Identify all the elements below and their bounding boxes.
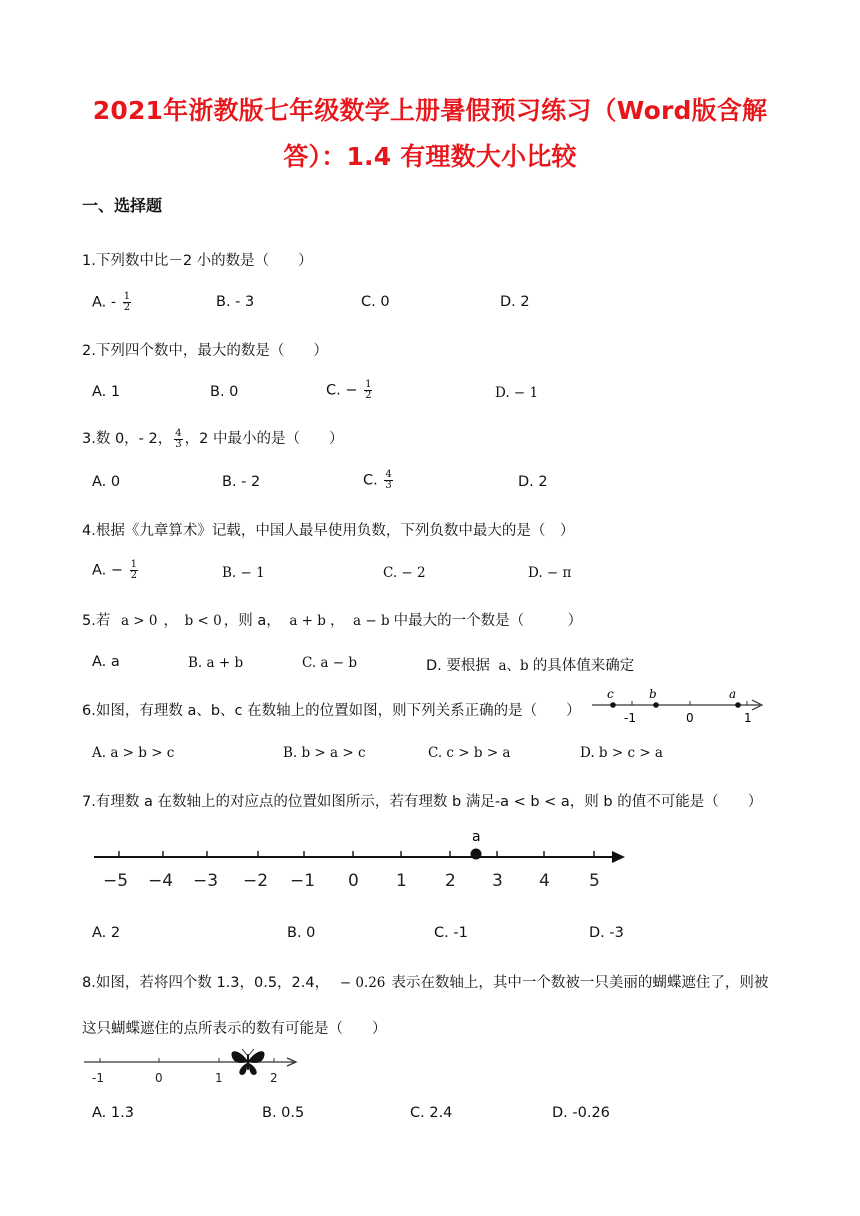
question-8-option-a: A. 1.3 <box>92 1105 134 1121</box>
tick-label: 0 <box>155 1071 163 1085</box>
math-a-minus-b: a − b <box>353 613 390 629</box>
question-6-option-c: C. c > b > a <box>428 745 511 761</box>
question-3-stem: 3.数 0，- 2， $\frac{4}{3}$ ，2 中最小的是（ ） <box>82 427 344 450</box>
butterfly-icon <box>231 1049 264 1075</box>
point-label-b: b <box>649 687 657 701</box>
question-7-option-d: D. -3 <box>589 925 624 941</box>
question-8-number-line <box>82 1048 304 1088</box>
tick-label: 2 <box>270 1071 278 1085</box>
question-7-number-line <box>90 826 635 892</box>
question-8-stem-line-2: 这只蝴蝶遮住的点所表示的数有可能是（ ） <box>82 1021 387 1037</box>
question-5-option-d: D. 要根据 a、b 的具体值来确定 <box>426 658 635 674</box>
question-3-option-d: D. 2 <box>518 474 548 490</box>
question-1-option-d: D. 2 <box>500 294 530 310</box>
point-label-a: a <box>729 687 737 701</box>
question-6-number-line <box>590 684 772 726</box>
question-4-option-d: D. − π <box>528 565 572 581</box>
tick-label: 1 <box>396 871 407 891</box>
tick-label: −4 <box>148 871 174 891</box>
tick-label: −3 <box>193 871 219 891</box>
question-8-option-c: C. 2.4 <box>410 1105 453 1121</box>
question-7-option-a: A. 2 <box>92 925 121 941</box>
question-5-option-a: A. a <box>92 654 120 670</box>
tick-label: −2 <box>243 871 269 891</box>
question-5-option-c: C. a − b <box>302 655 358 671</box>
question-3-option-a: A. 0 <box>92 474 121 490</box>
point-a <box>735 702 741 708</box>
question-1-option-b: B. - 3 <box>216 294 255 310</box>
question-4-stem: 4.根据《九章算术》记载，中国人最早使用负数，下列负数中最大的是（ ） <box>82 523 575 539</box>
math-a-gt-0: a > 0 <box>120 613 158 629</box>
math-negative-0-26: − 0.26 <box>339 975 386 991</box>
question-6-stem: 6.如图，有理数 a、b、c 在数轴上的位置如图，则下列关系正确的是（ ） <box>82 703 581 719</box>
question-5-stem: 5.若 a > 0 ， b < 0 ，则 a， a + b ， a − b 中最大的一个数是（ ） <box>82 613 583 629</box>
question-2-stem: 2.下列四个数中，最大的数是（ ） <box>82 343 328 359</box>
question-6-option-a: A. a > b > c <box>92 745 175 761</box>
question-3-option-b: B. - 2 <box>222 474 261 490</box>
tick-label: −5 <box>103 871 129 891</box>
point-label-c: c <box>607 687 614 701</box>
question-2-option-b: B. 0 <box>210 384 239 400</box>
tick-label: 2 <box>445 871 456 891</box>
fraction: $\frac{1}{2}$ <box>365 379 372 401</box>
question-1-option-c: C. 0 <box>361 294 390 310</box>
title-line-1: 2021年浙教版七年级数学上册暑假预习练习（Word版含解 <box>92 96 768 125</box>
question-7-option-c: C. -1 <box>434 925 468 941</box>
question-2-option-d: D. − 1 <box>495 385 539 401</box>
question-5-option-b: B. a + b <box>188 655 244 671</box>
question-8-option-d: D. -0.26 <box>552 1105 610 1121</box>
question-8-option-b: B. 0.5 <box>262 1105 305 1121</box>
tick-label: 1 <box>744 711 752 725</box>
point-b <box>653 702 659 708</box>
tick-label: 1 <box>215 1071 223 1085</box>
tick-label: 4 <box>539 871 550 891</box>
tick-label: −1 <box>290 871 316 891</box>
title-line-2: 答）：1.4 有理数大小比较 <box>283 142 577 171</box>
fraction: $\frac{4}{3}$ <box>175 427 182 450</box>
axis-arrow <box>612 851 625 863</box>
point-label-a: a <box>472 829 481 845</box>
tick-label: 0 <box>686 711 694 725</box>
tick-label: 0 <box>348 871 359 891</box>
question-6-option-d: D. b > c > a <box>580 745 663 761</box>
question-3-option-c: C. $\frac{4}{3}$ <box>363 469 392 491</box>
question-1-stem: 1.下列数中比－2 小的数是（ ） <box>82 253 313 269</box>
question-7-option-b: B. 0 <box>287 925 316 941</box>
question-6-option-b: B. b > a > c <box>283 745 366 761</box>
question-1-option-a: A. - $\frac{1}{2}$ <box>92 291 131 313</box>
question-7-stem: 7.有理数 a 在数轴上的对应点的位置如图所示，若有理数 b 满足-a < b < a，则 b 的值不可能是（ ） <box>82 794 763 810</box>
question-4-option-a: A. − $\frac{1}{2}$ <box>92 559 138 581</box>
tick-label: 5 <box>589 871 600 891</box>
math-a-plus-b: a + b <box>289 613 326 629</box>
question-2-option-c: C. − $\frac{1}{2}$ <box>326 379 372 401</box>
question-4-option-b: B. − 1 <box>222 565 265 581</box>
tick-label: -1 <box>92 1071 104 1085</box>
question-8-stem-line-1: 8.如图，若将四个数 1.3，0.5，2.4， − 0.26 表示在数轴上，其中一个数被一只美丽的蝴蝶遮住了，则被 <box>82 975 769 991</box>
question-2-option-a: A. 1 <box>92 384 121 400</box>
point-c <box>610 702 616 708</box>
section-heading: 一、选择题 <box>82 196 163 215</box>
question-4-option-c: C. − 2 <box>383 565 426 581</box>
point-a <box>471 849 482 860</box>
fraction: $\frac{4}{3}$ <box>385 469 392 491</box>
math-b-lt-0: b < 0 <box>184 613 222 629</box>
fraction: $\frac{1}{2}$ <box>123 291 131 313</box>
fraction: $\frac{1}{2}$ <box>130 559 138 581</box>
tick-label: -1 <box>624 711 636 725</box>
tick-label: 3 <box>492 871 503 891</box>
document-title <box>60 88 800 180</box>
